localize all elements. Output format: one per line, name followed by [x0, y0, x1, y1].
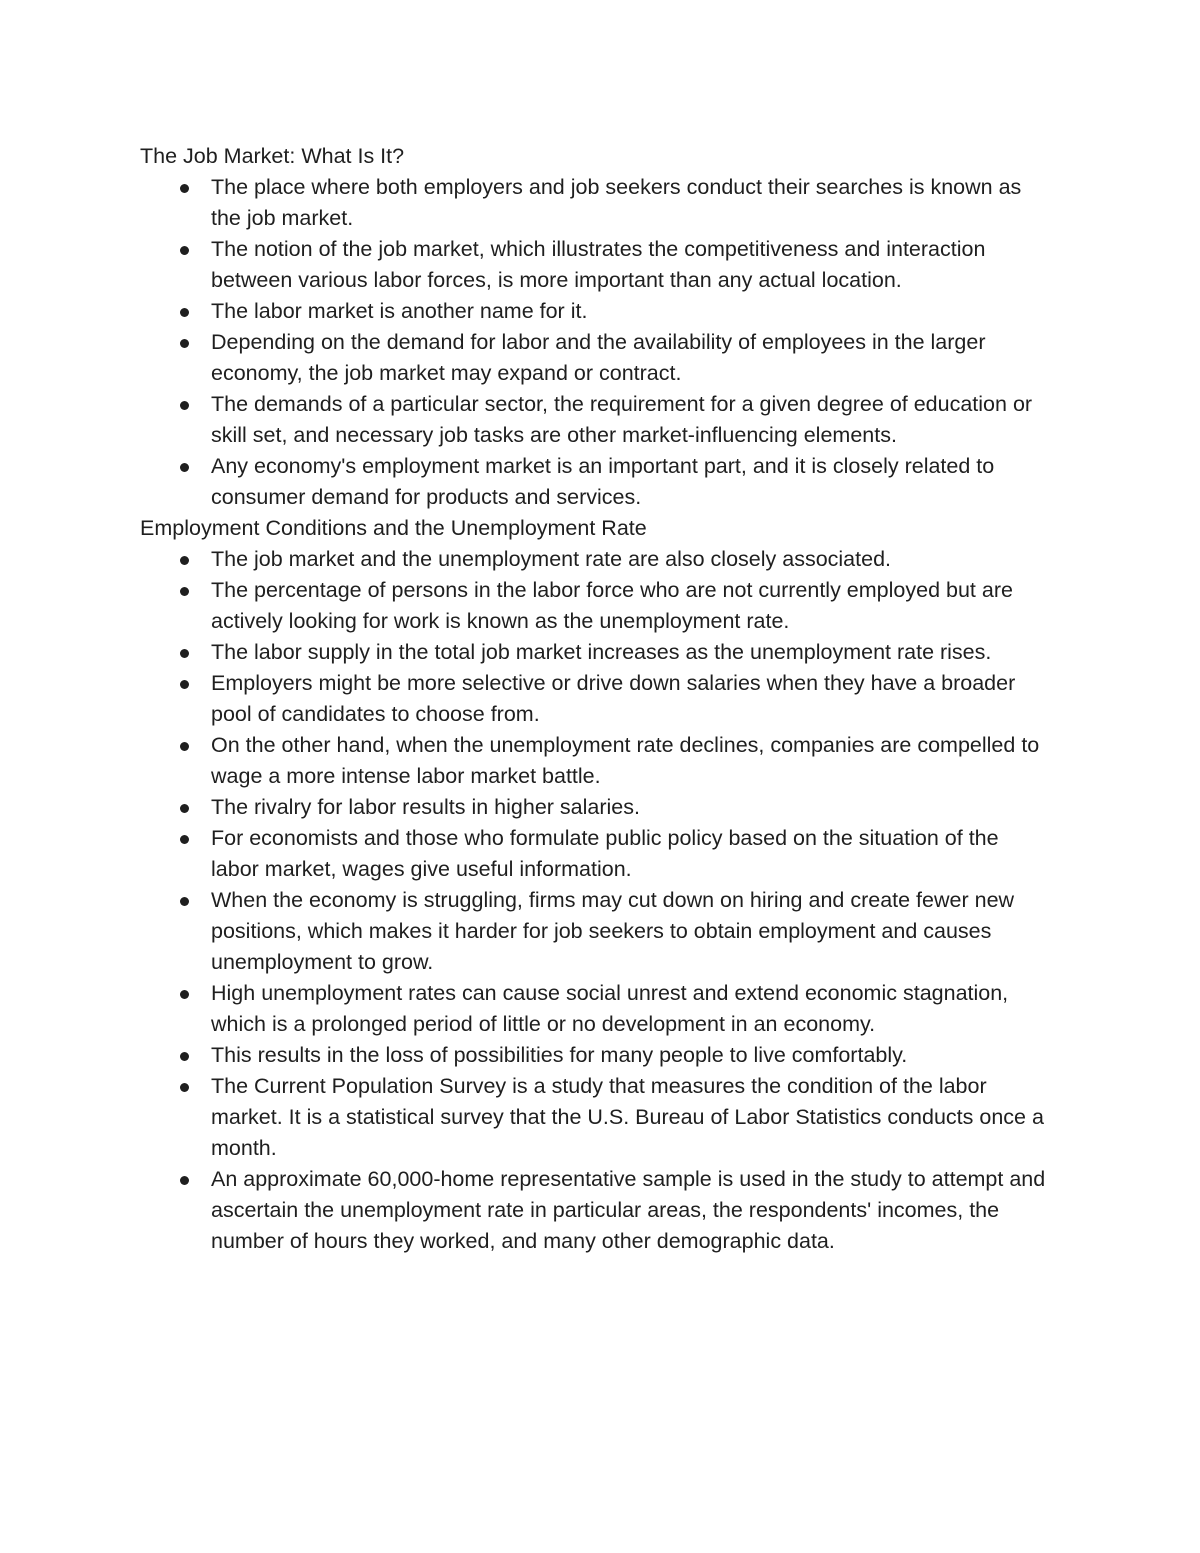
list-item: [140, 1040, 1051, 1071]
list-item: [140, 172, 1051, 234]
list-item-text: When the economy is struggling, firms may cut down on hiring and create fewer new positions, which makes it harder for job seekers to obtain employment and causes unemployment to grow.: [211, 888, 1015, 974]
bullet-icon: [180, 804, 189, 813]
bullet-icon: [180, 649, 189, 658]
bullet-icon: [180, 308, 189, 317]
section-heading: The Job Market: What Is It?: [140, 144, 405, 168]
list-item: [140, 823, 1051, 885]
list-item-text: The demands of a particular sector, the requirement for a given degree of education or skill set, and necessary job tasks are other market-influencing elements.: [211, 392, 1033, 447]
bullet-icon: [180, 835, 189, 844]
list-item-text: The percentage of persons in the labor force who are not currently employed but are actively looking for work is known as the unemployment rate.: [211, 578, 1013, 633]
list-item: [140, 1071, 1051, 1164]
list-item-text: The place where both employers and job seekers conduct their searches is known as the job market.: [211, 175, 1022, 230]
bullet-list: [140, 544, 1060, 1257]
list-item-text: Employers might be more selective or drive down salaries when they have a broader pool of candidates to choose from.: [211, 671, 1016, 726]
list-item-text: For economists and those who formulate public policy based on the situation of the labor market, wages give useful information.: [211, 826, 999, 881]
bullet-icon: [180, 556, 189, 565]
list-item-text: The Current Population Survey is a study that measures the condition of the labor market. It is a statistical survey that the U.S. Bureau of Labor Statistics conducts once a month.: [211, 1074, 1044, 1160]
list-item: [140, 389, 1051, 451]
list-item-text: High unemployment rates can cause social unrest and extend economic stagnation, which is a prolonged period of little or no development in an economy.: [211, 981, 1009, 1036]
list-item-text: Any economy's employment market is an important part, and it is closely related to consumer demand for products and services.: [211, 454, 995, 509]
bullet-icon: [180, 1176, 189, 1185]
list-item: [140, 978, 1051, 1040]
bullet-icon: [180, 184, 189, 193]
list-item: [140, 730, 1051, 792]
list-item: [140, 544, 1051, 575]
list-item-text: The job market and the unemployment rate are also closely associated.: [211, 547, 892, 571]
bullet-icon: [180, 897, 189, 906]
list-item: [140, 575, 1051, 637]
list-item-text: An approximate 60,000-home representative sample is used in the study to attempt and ascertain the unemployment rate in particular areas, the respondents' incomes, the number of hours they worked, and many other demographic data.: [211, 1167, 1046, 1253]
list-item-text: The labor supply in the total job market increases as the unemployment rate rises.: [211, 640, 992, 664]
bullet-icon: [180, 401, 189, 410]
list-item-text: The notion of the job market, which illustrates the competitiveness and interaction between various labor forces, is more important than any actual location.: [211, 237, 986, 292]
list-item: [140, 792, 1051, 823]
list-item: [140, 885, 1051, 978]
list-item: [140, 637, 1051, 668]
bullet-icon: [180, 463, 189, 472]
bullet-list: [140, 172, 1060, 513]
document-page: [140, 141, 1060, 1257]
list-item: [140, 296, 1051, 327]
list-item: [140, 1164, 1051, 1257]
list-item: [140, 327, 1051, 389]
bullet-icon: [180, 246, 189, 255]
bullet-icon: [180, 742, 189, 751]
list-item: [140, 234, 1051, 296]
bullet-icon: [180, 680, 189, 689]
section-employment-conditions: [140, 513, 1060, 1257]
bullet-icon: [180, 339, 189, 348]
section-job-market: [140, 141, 1060, 513]
list-item-text: This results in the loss of possibilities for many people to live comfortably.: [211, 1043, 908, 1067]
list-item: [140, 451, 1051, 513]
list-item-text: The rivalry for labor results in higher salaries.: [211, 795, 640, 819]
section-heading: Employment Conditions and the Unemployment Rate: [140, 516, 647, 540]
bullet-icon: [180, 990, 189, 999]
list-item-text: On the other hand, when the unemployment rate declines, companies are compelled to wage a more intense labor market battle.: [211, 733, 1040, 788]
list-item-text: Depending on the demand for labor and the availability of employees in the larger economy, the job market may expand or contract.: [211, 330, 986, 385]
bullet-icon: [180, 587, 189, 596]
list-item-text: The labor market is another name for it.: [211, 299, 588, 323]
list-item: [140, 668, 1051, 730]
bullet-icon: [180, 1083, 189, 1092]
bullet-icon: [180, 1052, 189, 1061]
